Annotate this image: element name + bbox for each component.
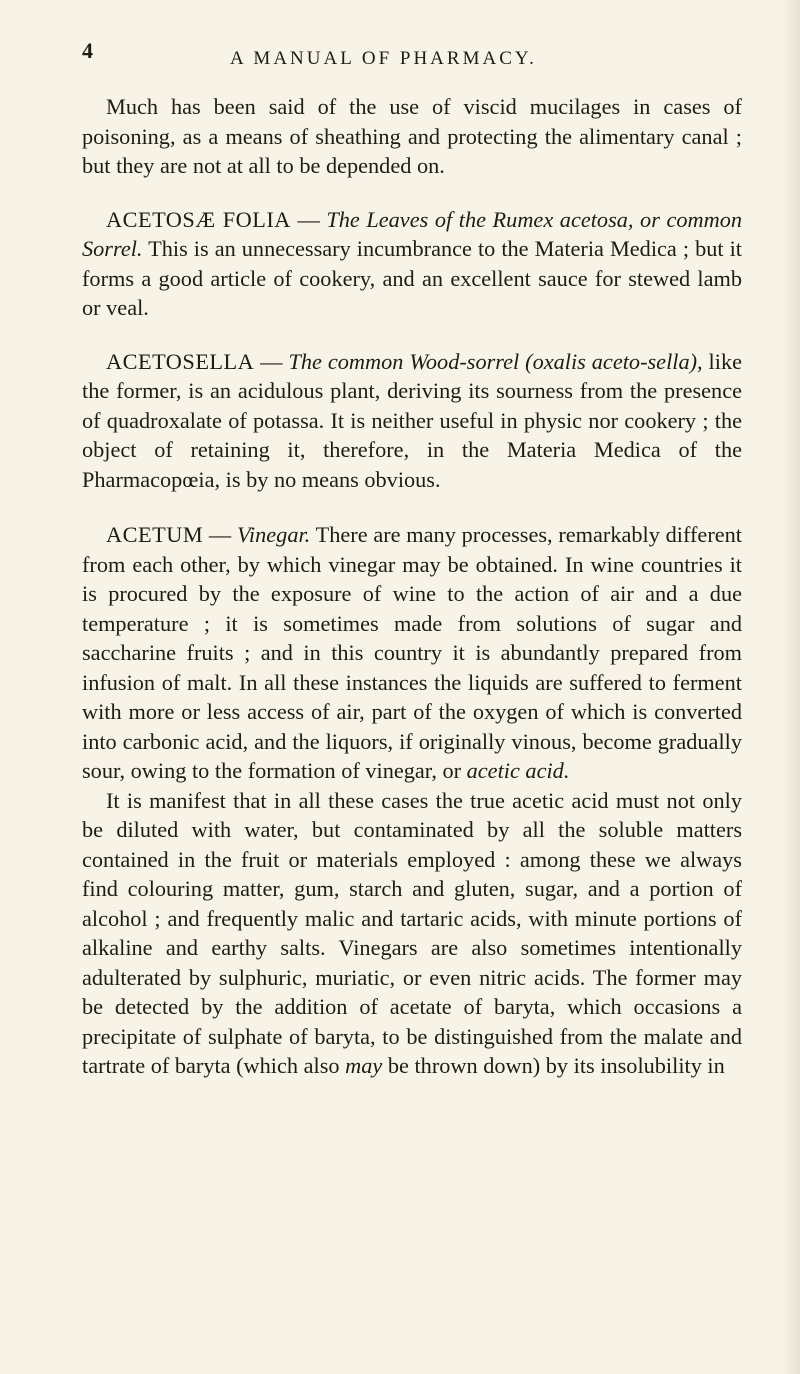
entry-text: This is an unnecessary incumbrance to the Materia Medica ; but it forms a good article of cookery, and an excellent sauce for stewed lamb or veal. — [82, 236, 742, 320]
entry-italic-definition: The Leaves of the Rumex acetosa, or common Sorrel. — [82, 206, 742, 261]
entry-italic-definition: The common Wood-sorrel (oxalis aceto-sella), — [288, 348, 703, 374]
running-head: A MANUAL OF PHARMACY. — [230, 48, 537, 69]
paragraph-manifest — [82, 786, 742, 1081]
entry-acetosae-folia — [82, 205, 742, 323]
page-edge-shadow — [782, 0, 800, 1374]
paragraph-mucilages: Much has been said of the use of viscid mucilages in cases of poisoning, as a means of sheathing and protecting the alimentary canal ; but they are not at all to be depended on. — [82, 94, 742, 178]
entry-acetum — [82, 520, 742, 786]
entry-head: ACETUM — [106, 522, 204, 547]
entry-acetosella — [82, 347, 742, 495]
paragraph-italic-word: may — [345, 1053, 383, 1078]
entry-head: ACETOSÆ FOLIA — [106, 206, 291, 232]
entry-italic-definition: Vinegar. — [236, 522, 311, 547]
paragraph-text: It is manifest that in all these cases the true acetic acid must not only be diluted with water, but contaminated by all the soluble matters contained in the fruit or materials employed : among these we always find colouring matter, gum, starch and gluten, sugar, and a portion of alcohol ; and frequently malic and tartaric acids, with minute portions of alkaline and earthy salts. Vinegars are also sometimes intentionally adulterated by sulphuric, muriatic, or even nitric acids. The former may be detected by the addition of acetate of baryta, which occasions a precipitate of sulphate of baryta, to be distinguished from the malate and tartrate of baryta (which also — [82, 787, 742, 1078]
paragraph-text-end: be thrown down) by its insolubility in — [382, 1053, 725, 1078]
entry-dash: — — [203, 522, 237, 547]
entry-dash: — — [290, 206, 327, 232]
page-number: 4 — [82, 38, 93, 63]
entry-italic-term: acetic acid. — [466, 758, 570, 783]
entry-text: There are many processes, remarkably different from each other, by which vinegar may be obtained. In wine countries it is procured by the exposure of wine to the action of air and a due temperature ; it is sometimes made from solutions of sugar and saccharine fruits ; and in this country it is abundantly prepared from infusion of malt. In all these instances the liquids are suffered to ferment with more or less access of air, part of the oxygen of which is converted into carbonic acid, and the liquors, if originally vinous, become gradually sour, owing to the formation of vinegar, or — [82, 522, 742, 783]
page-body — [82, 92, 742, 1081]
entry-text: like the former, is an acidulous plant, deriving its sourness from the presence of quadroxalate of potassa. It is neither useful in physic nor cookery ; the object of retaining it, therefore, in the Materia Medica of the Pharmacopœia, is by no means obvious. — [82, 348, 742, 492]
entry-head: ACETOSELLA — [106, 348, 255, 374]
entry-dash: — — [254, 348, 289, 374]
